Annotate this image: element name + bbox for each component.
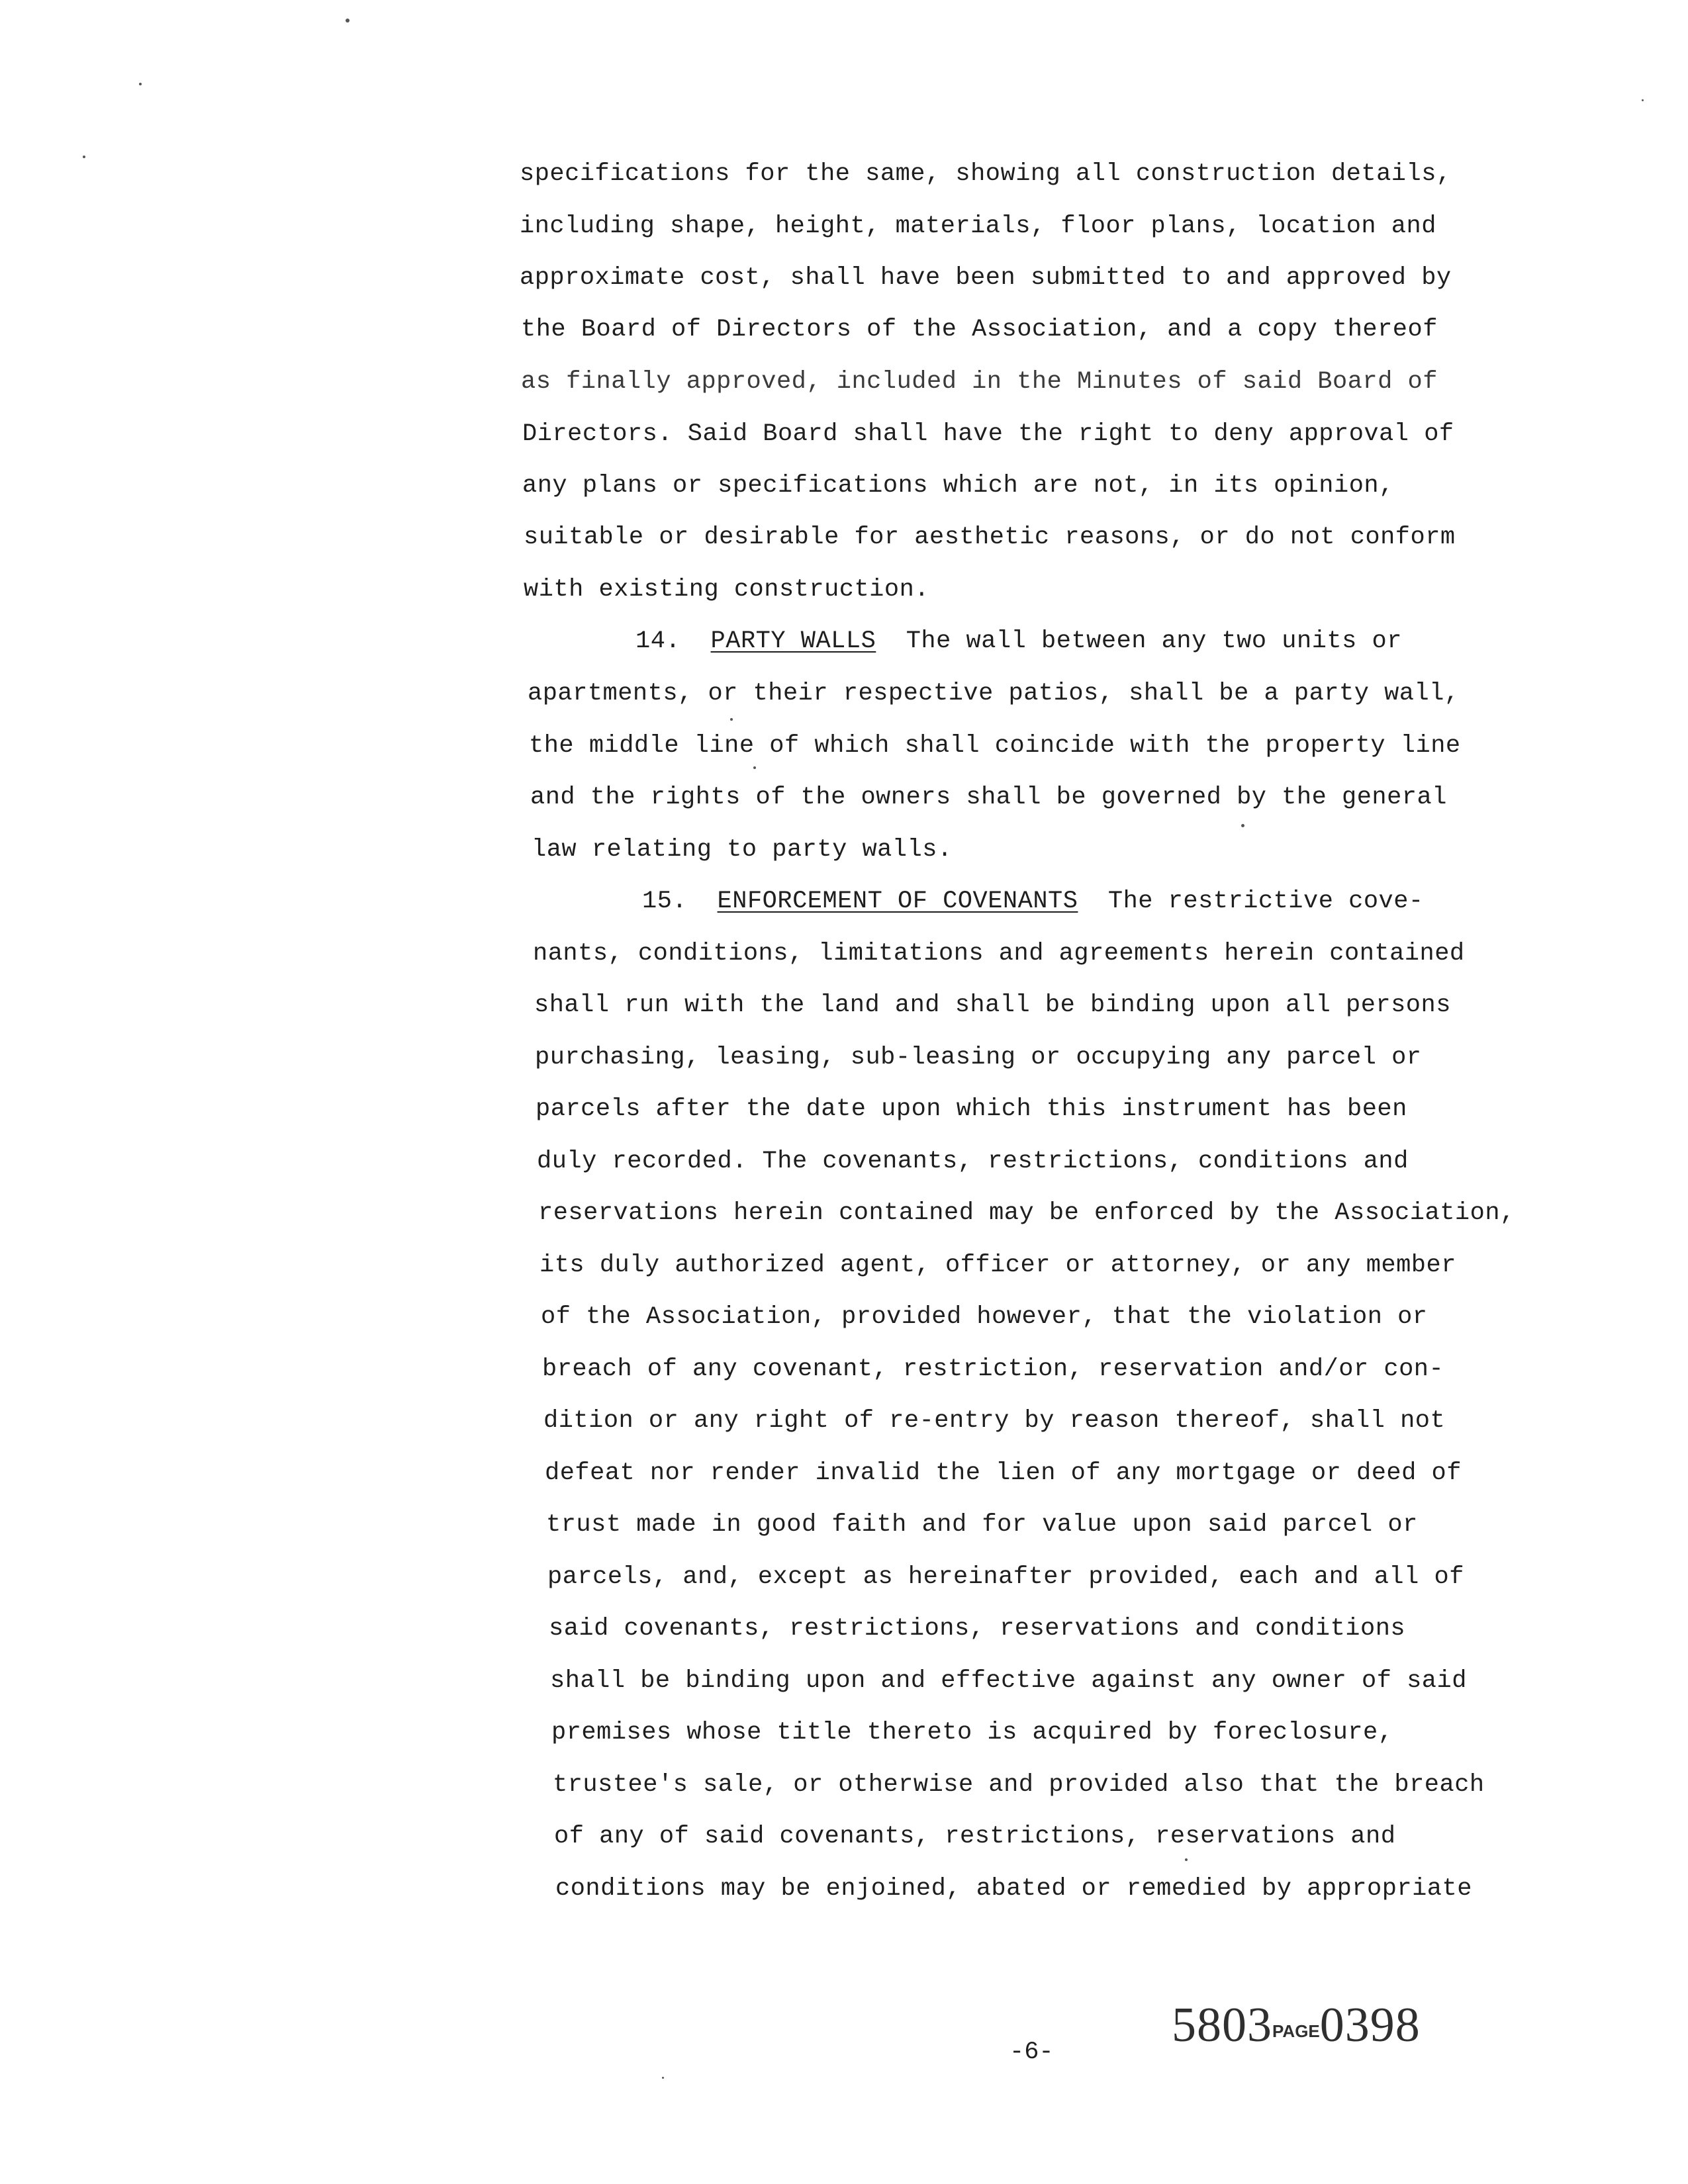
- scan-speck: [346, 19, 350, 23]
- section-text: The restrictive cove-: [1107, 887, 1424, 915]
- text-line: specifications for the same, showing all construction details,: [520, 160, 1452, 188]
- text-line: the Board of Directors of the Association, and a copy thereof: [521, 316, 1438, 343]
- scan-speck: [1642, 99, 1644, 101]
- stamp-page-label: PAGE: [1272, 2021, 1320, 2041]
- section-15-heading-line: [642, 887, 1424, 916]
- stamp-page-number: 0398: [1319, 1998, 1421, 2052]
- text-line: reservations herein contained may be enforced by the Association,: [538, 1199, 1515, 1227]
- text-line: its duly authorized agent, officer or attorney, or any member: [539, 1251, 1456, 1279]
- text-line: as finally approved, included in the Minutes of said Board of: [521, 368, 1438, 396]
- section-number: 15.: [642, 887, 688, 915]
- text-line: Directors. Said Board shall have the right to deny approval of: [522, 420, 1454, 448]
- text-line: of any of said covenants, restrictions, reservations and: [554, 1823, 1396, 1850]
- section-text: The wall between any two units or: [906, 627, 1402, 655]
- stamp-book-number: 5803: [1172, 1998, 1272, 2052]
- section-14-heading-line: [635, 627, 1402, 656]
- text-line: of the Association, provided however, that the violation or: [541, 1303, 1428, 1331]
- scan-speck: [83, 156, 85, 158]
- text-line: trust made in good faith and for value upon said parcel or: [546, 1511, 1418, 1539]
- text-line: defeat nor render invalid the lien of any mortgage or deed of: [545, 1459, 1462, 1487]
- text-line: breach of any covenant, restriction, reservation and/or con-: [542, 1355, 1444, 1383]
- text-line: any plans or specifications which are not, in its opinion,: [522, 472, 1394, 500]
- scan-speck: [753, 766, 756, 769]
- scan-speck: [1241, 824, 1244, 827]
- text-line: parcels after the date upon which this instrument has been: [536, 1095, 1407, 1123]
- section-heading: ENFORCEMENT OF COVENANTS: [717, 887, 1078, 915]
- text-line: apartments, or their respective patios, shall be a party wall,: [528, 680, 1460, 707]
- text-line: purchasing, leasing, sub-leasing or occupying any parcel or: [535, 1044, 1422, 1071]
- text-line: nants, conditions, limitations and agreements herein contained: [533, 940, 1465, 968]
- text-line: law relating to party walls.: [532, 836, 953, 864]
- recording-stamp: [1172, 1997, 1421, 2054]
- section-heading: PARTY WALLS: [710, 627, 876, 655]
- text-line: shall be binding upon and effective against any owner of said: [550, 1667, 1467, 1695]
- text-line: with existing construction.: [524, 576, 929, 604]
- text-line: and the rights of the owners shall be governed by the general: [530, 784, 1447, 811]
- section-number: 14.: [635, 627, 681, 655]
- text-line: approximate cost, shall have been submitted to and approved by: [520, 264, 1452, 292]
- text-line: including shape, height, materials, floor plans, location and: [520, 212, 1436, 240]
- text-line: the middle line of which shall coincide with the property line: [529, 732, 1461, 760]
- text-line: dition or any right of re-entry by reason thereof, shall not: [543, 1407, 1446, 1435]
- text-line: parcels, and, except as hereinafter provided, each and all of: [547, 1563, 1464, 1591]
- page-number: -6-: [1009, 2038, 1054, 2066]
- text-line: premises whose title thereto is acquired by foreclosure,: [551, 1719, 1393, 1747]
- text-line: duly recorded. The covenants, restrictions, conditions and: [537, 1148, 1409, 1175]
- text-line: trustee's sale, or otherwise and provided also that the breach: [553, 1771, 1485, 1799]
- text-line: suitable or desirable for aesthetic reasons, or do not conform: [524, 523, 1456, 551]
- text-line: shall run with the land and shall be binding upon all persons: [534, 991, 1451, 1019]
- scan-speck: [730, 718, 733, 721]
- scan-speck: [662, 2077, 664, 2079]
- text-line: conditions may be enjoined, abated or remedied by appropriate: [555, 1875, 1472, 1903]
- scan-speck: [139, 83, 142, 85]
- text-line: said covenants, restrictions, reservations and conditions: [549, 1615, 1406, 1643]
- scan-speck: [1185, 1858, 1188, 1861]
